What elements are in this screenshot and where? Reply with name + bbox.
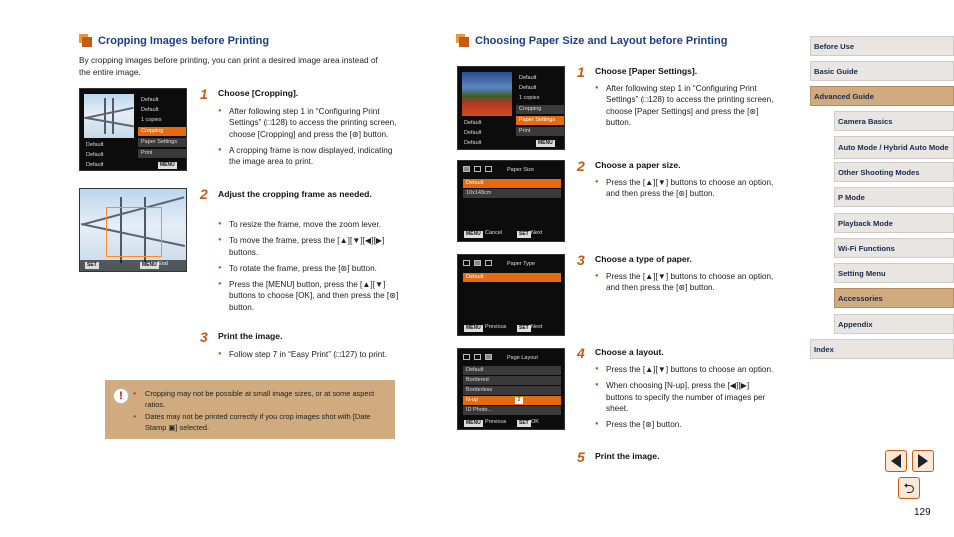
nup-value: 2 (515, 397, 523, 404)
step-title: Choose a layout. (595, 347, 664, 357)
prev-page-button[interactable] (885, 450, 907, 472)
step-title: Choose a type of paper. (595, 254, 692, 264)
arrow-left-icon (891, 454, 901, 468)
camera-screen-print-menu (79, 88, 187, 171)
menu-row: Print (138, 149, 186, 158)
screen-header: Paper Size (507, 167, 534, 173)
menu-button-label: MENU (160, 162, 175, 168)
menu-row-selected: Paper Settings (516, 116, 564, 125)
set-button-label: SET (519, 420, 529, 426)
screen-photo (80, 189, 186, 271)
note-item: ● Cropping may not be possible at small image sizes, or at some aspect ratios. (133, 389, 388, 410)
step-bullet: ● Follow step 7 in “Easy Print” (□127) to print. (218, 349, 400, 360)
right-section (456, 34, 786, 55)
nav-advanced-guide[interactable]: Advanced Guide (810, 86, 954, 106)
step-bullet: ● A cropping frame is now displayed, indicating the image area to print. (218, 145, 400, 168)
step-number: 1 (200, 86, 208, 102)
menu-row-selected: Cropping (138, 127, 186, 136)
return-button[interactable] (898, 477, 920, 499)
step-number: 3 (200, 329, 208, 345)
menu-button-label: MENU (538, 140, 553, 146)
step-bullet: ● Press the [▲][▼] buttons to choose an option, and then press the [⊛] button. (595, 177, 777, 200)
step-bullet: ● To rotate the frame, press the [⊛] button. (218, 263, 400, 274)
camera-screen-crop-frame (79, 188, 187, 272)
next-page-button[interactable] (912, 450, 934, 472)
previous-label: Previous (485, 419, 507, 425)
settings-tab-icons (463, 260, 503, 270)
menu-row: Default (86, 162, 104, 168)
step-bullet: ● After following step 1 in “Configuring Print Settings” (□128) to access the printing screen, choose [Cropping] and press the [⊛] button. (218, 106, 400, 140)
menu-button-label: MENU (466, 325, 481, 331)
screen-header: Page Layout (507, 355, 538, 361)
step-bullet: ● Press the [MENU] button, press the [▲][▼] buttons to choose [OK], and then press the [⊛] button. (218, 279, 400, 313)
menu-row: Bordered (463, 376, 561, 385)
step-title: Adjust the cropping frame as needed. (218, 189, 372, 199)
menu-row-selected: N-up (463, 396, 561, 405)
step-bullet: ● Press the [▲][▼] buttons to choose an option, and then press the [⊛] button. (595, 271, 777, 294)
step-bullet: ● Press the [⊛] button. (595, 419, 777, 430)
menu-row: Default (141, 107, 159, 113)
menu-row-selected: Default (463, 273, 561, 282)
nav-other-shooting-modes[interactable]: Other Shooting Modes (834, 162, 954, 182)
menu-row: Default (464, 120, 482, 126)
nav-index[interactable]: Index (810, 339, 954, 359)
screen-photo (84, 94, 134, 138)
camera-screen-page-layout (457, 348, 565, 430)
end-label: End (158, 261, 168, 267)
section-header-cropping (79, 34, 399, 47)
step-number: 3 (577, 252, 585, 268)
menu-row: Default (464, 130, 482, 136)
nav-auto-mode[interactable]: Auto Mode / Hybrid Auto Mode (834, 136, 954, 159)
screen-header: Paper Type (507, 261, 536, 267)
step-title: Print the image. (595, 451, 660, 461)
step-bullet: ● To move the frame, press the [▲][▼][◀][▶] buttons. (218, 235, 400, 258)
menu-row: Cropping (516, 105, 564, 114)
intro-text: By cropping images before printing, you can print a desired image area instead of the entire image. (79, 55, 378, 77)
step-title: Choose a paper size. (595, 160, 681, 170)
menu-row: Print (516, 127, 564, 136)
screen-photo (462, 72, 512, 116)
caution-icon: ! (113, 388, 129, 404)
menu-row: Default (519, 75, 537, 81)
caution-note (105, 380, 395, 439)
page-number: 129 (914, 507, 931, 518)
menu-button-label: MENU (142, 262, 157, 268)
menu-row: Default (86, 152, 104, 158)
step-title: Print the image. (218, 331, 283, 341)
section-title: Cropping Images before Printing (98, 34, 270, 47)
camera-screen-paper-size (457, 160, 565, 242)
set-button-label: SET (87, 262, 97, 268)
step-number: 5 (577, 449, 585, 465)
menu-row: Default (519, 85, 537, 91)
menu-row: 1 copies (141, 117, 162, 123)
section-bullet-icon (79, 34, 92, 47)
nav-basic-guide[interactable]: Basic Guide (810, 61, 954, 81)
menu-row-selected: Default (463, 179, 561, 188)
step-title: Choose [Cropping]. (218, 88, 299, 98)
crop-frame (106, 207, 162, 257)
menu-row: Borderless (463, 386, 561, 395)
cancel-label: Cancel (485, 230, 503, 236)
settings-tab-icons (463, 354, 503, 364)
step-bullet: ● After following step 1 in “Configuring Print Settings” (□128) to access the printing screen, choose [Paper Settings] and press the [⊛] button. (595, 83, 777, 128)
settings-tab-icons (463, 166, 503, 176)
nav-wifi-functions[interactable]: Wi-Fi Functions (834, 238, 954, 258)
section-title: Choosing Paper Size and Layout before Printing (475, 34, 728, 47)
note-item: ● Dates may not be printed correctly if you crop images shot with [Date Stamp ▣] selected. (133, 412, 388, 433)
section-header-paper (456, 34, 786, 47)
section-bullet-icon (456, 34, 469, 47)
nav-playback-mode[interactable]: Playback Mode (834, 213, 954, 233)
camera-screen-paper-settings-menu (457, 66, 565, 150)
menu-button-label: MENU (466, 231, 481, 237)
menu-row: Default (463, 366, 561, 375)
step-number: 2 (577, 158, 585, 174)
menu-row: Default (86, 142, 104, 148)
nav-accessories[interactable]: Accessories (834, 288, 954, 308)
step-bullet: ● When choosing [N-up], press the [◀][▶] buttons to specify the number of images per sheet. (595, 380, 777, 414)
step-bullet: ● To resize the frame, move the zoom lever. (218, 219, 400, 230)
arrow-right-icon (918, 454, 928, 468)
nav-camera-basics[interactable]: Camera Basics (834, 111, 954, 131)
next-label: Next (531, 230, 543, 236)
set-button-label: SET (519, 231, 529, 237)
ok-label: OK (531, 419, 539, 425)
step-number: 2 (200, 186, 208, 202)
menu-row: ID Photo... (463, 406, 561, 415)
menu-row: Paper Settings (138, 138, 186, 147)
menu-row: 10x148cm (463, 189, 561, 198)
nav-before-use[interactable]: Before Use (810, 36, 954, 56)
menu-row: Default (141, 97, 159, 103)
set-button-label: SET (519, 325, 529, 331)
menu-row: Default (464, 140, 482, 146)
nav-appendix[interactable]: Appendix (834, 314, 954, 334)
menu-button-label: MENU (466, 420, 481, 426)
previous-label: Previous (485, 324, 507, 330)
step-bullet: ● Press the [▲][▼] buttons to choose an option. (595, 364, 777, 375)
step-number: 1 (577, 64, 585, 80)
step-title: Choose [Paper Settings]. (595, 66, 698, 76)
step-number: 4 (577, 345, 585, 361)
nav-p-mode[interactable]: P Mode (834, 187, 954, 207)
nav-setting-menu[interactable]: Setting Menu (834, 263, 954, 283)
return-icon: ⮌ (903, 480, 915, 496)
menu-row: 1 copies (519, 95, 540, 101)
next-label: Next (531, 324, 543, 330)
left-section (79, 34, 399, 86)
camera-screen-paper-type (457, 254, 565, 336)
